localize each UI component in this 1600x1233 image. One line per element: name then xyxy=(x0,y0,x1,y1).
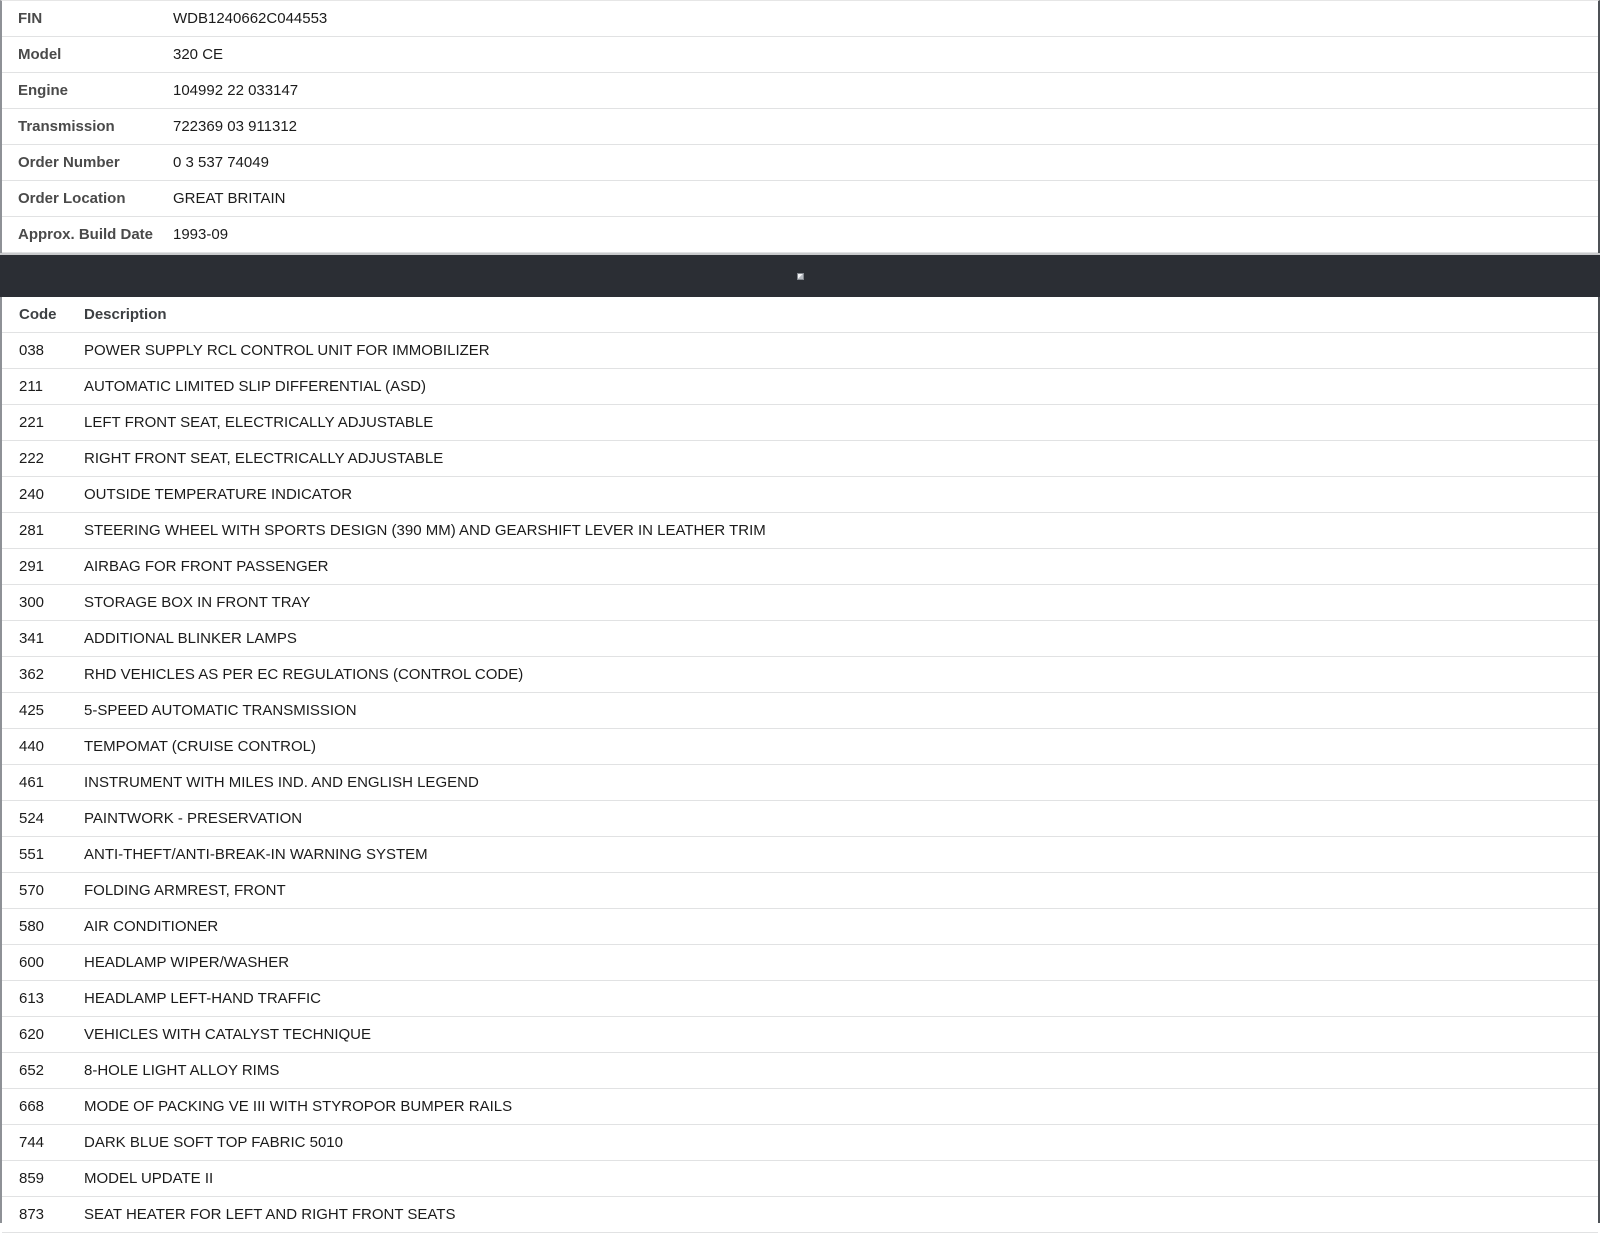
table-row xyxy=(2,1017,1598,1053)
info-row xyxy=(2,109,1598,145)
table-row xyxy=(2,549,1598,585)
code-cell: 859 xyxy=(2,1161,84,1197)
info-label: Engine xyxy=(2,73,173,109)
description-cell: 5-SPEED AUTOMATIC TRANSMISSION xyxy=(84,693,1598,729)
broken-image-icon xyxy=(797,273,804,280)
table-row xyxy=(2,1161,1598,1197)
table-row xyxy=(2,981,1598,1017)
description-cell: HEADLAMP LEFT-HAND TRAFFIC xyxy=(84,981,1598,1017)
info-value: 722369 03 911312 xyxy=(173,109,1598,145)
code-cell: 211 xyxy=(2,369,84,405)
table-row xyxy=(2,945,1598,981)
info-value: 320 CE xyxy=(173,37,1598,73)
col-header-code: Code xyxy=(2,297,84,333)
description-cell: FOLDING ARMREST, FRONT xyxy=(84,873,1598,909)
table-row xyxy=(2,909,1598,945)
code-cell: 668 xyxy=(2,1089,84,1125)
vehicle-info-table xyxy=(2,1,1598,253)
description-cell: STEERING WHEEL WITH SPORTS DESIGN (390 MM) AND GEARSHIFT LEVER IN LEATHER TRIM xyxy=(84,513,1598,549)
code-cell: 461 xyxy=(2,765,84,801)
description-cell: POWER SUPPLY RCL CONTROL UNIT FOR IMMOBILIZER xyxy=(84,333,1598,369)
description-cell: ANTI-THEFT/ANTI-BREAK-IN WARNING SYSTEM xyxy=(84,837,1598,873)
description-cell: AIR CONDITIONER xyxy=(84,909,1598,945)
code-cell: 341 xyxy=(2,621,84,657)
code-cell: 613 xyxy=(2,981,84,1017)
header-row xyxy=(2,297,1598,333)
info-row xyxy=(2,145,1598,181)
option-codes-header xyxy=(2,297,1598,333)
description-cell: STORAGE BOX IN FRONT TRAY xyxy=(84,585,1598,621)
code-cell: 221 xyxy=(2,405,84,441)
table-row xyxy=(2,513,1598,549)
table-row xyxy=(2,801,1598,837)
table-row xyxy=(2,585,1598,621)
code-cell: 362 xyxy=(2,657,84,693)
description-cell: MODE OF PACKING VE III WITH STYROPOR BUMPER RAILS xyxy=(84,1089,1598,1125)
info-label: FIN xyxy=(2,1,173,37)
code-cell: 570 xyxy=(2,873,84,909)
table-row xyxy=(2,837,1598,873)
info-value: GREAT BRITAIN xyxy=(173,181,1598,217)
table-row xyxy=(2,729,1598,765)
info-value: 104992 22 033147 xyxy=(173,73,1598,109)
description-cell: INSTRUMENT WITH MILES IND. AND ENGLISH LEGEND xyxy=(84,765,1598,801)
table-row xyxy=(2,333,1598,369)
table-row xyxy=(2,873,1598,909)
code-cell: 240 xyxy=(2,477,84,513)
option-codes-table xyxy=(2,297,1598,1233)
table-row xyxy=(2,369,1598,405)
info-label: Model xyxy=(2,37,173,73)
code-cell: 291 xyxy=(2,549,84,585)
info-row xyxy=(2,37,1598,73)
table-row xyxy=(2,1089,1598,1125)
table-row xyxy=(2,441,1598,477)
description-cell: HEADLAMP WIPER/WASHER xyxy=(84,945,1598,981)
info-label: Transmission xyxy=(2,109,173,145)
description-cell: RHD VEHICLES AS PER EC REGULATIONS (CONTROL CODE) xyxy=(84,657,1598,693)
code-cell: 440 xyxy=(2,729,84,765)
description-cell: SEAT HEATER FOR LEFT AND RIGHT FRONT SEATS xyxy=(84,1197,1598,1233)
code-cell: 551 xyxy=(2,837,84,873)
info-label: Order Number xyxy=(2,145,173,181)
info-row xyxy=(2,217,1598,253)
description-cell: OUTSIDE TEMPERATURE INDICATOR xyxy=(84,477,1598,513)
code-cell: 524 xyxy=(2,801,84,837)
code-cell: 300 xyxy=(2,585,84,621)
code-cell: 620 xyxy=(2,1017,84,1053)
code-cell: 222 xyxy=(2,441,84,477)
description-cell: MODEL UPDATE II xyxy=(84,1161,1598,1197)
code-cell: 873 xyxy=(2,1197,84,1233)
table-row xyxy=(2,693,1598,729)
info-value: 0 3 537 74049 xyxy=(173,145,1598,181)
table-row xyxy=(2,1053,1598,1089)
description-cell: 8-HOLE LIGHT ALLOY RIMS xyxy=(84,1053,1598,1089)
description-cell: RIGHT FRONT SEAT, ELECTRICALLY ADJUSTABLE xyxy=(84,441,1598,477)
section-divider-bar xyxy=(0,253,1600,297)
info-row xyxy=(2,181,1598,217)
table-row xyxy=(2,477,1598,513)
table-row xyxy=(2,657,1598,693)
info-row xyxy=(2,73,1598,109)
description-cell: TEMPOMAT (CRUISE CONTROL) xyxy=(84,729,1598,765)
info-value: 1993-09 xyxy=(173,217,1598,253)
table-row xyxy=(2,405,1598,441)
code-cell: 652 xyxy=(2,1053,84,1089)
info-value: WDB1240662C044553 xyxy=(173,1,1598,37)
description-cell: VEHICLES WITH CATALYST TECHNIQUE xyxy=(84,1017,1598,1053)
description-cell: DARK BLUE SOFT TOP FABRIC 5010 xyxy=(84,1125,1598,1161)
info-row xyxy=(2,1,1598,37)
table-row xyxy=(2,765,1598,801)
info-label: Order Location xyxy=(2,181,173,217)
col-header-description: Description xyxy=(84,297,1598,333)
code-cell: 600 xyxy=(2,945,84,981)
code-cell: 580 xyxy=(2,909,84,945)
description-cell: LEFT FRONT SEAT, ELECTRICALLY ADJUSTABLE xyxy=(84,405,1598,441)
description-cell: ADDITIONAL BLINKER LAMPS xyxy=(84,621,1598,657)
code-cell: 425 xyxy=(2,693,84,729)
description-cell: AIRBAG FOR FRONT PASSENGER xyxy=(84,549,1598,585)
code-cell: 744 xyxy=(2,1125,84,1161)
table-row xyxy=(2,1125,1598,1161)
table-row xyxy=(2,1197,1598,1233)
table-row xyxy=(2,621,1598,657)
code-cell: 038 xyxy=(2,333,84,369)
description-cell: PAINTWORK - PRESERVATION xyxy=(84,801,1598,837)
info-label: Approx. Build Date xyxy=(2,217,173,253)
code-cell: 281 xyxy=(2,513,84,549)
description-cell: AUTOMATIC LIMITED SLIP DIFFERENTIAL (ASD) xyxy=(84,369,1598,405)
